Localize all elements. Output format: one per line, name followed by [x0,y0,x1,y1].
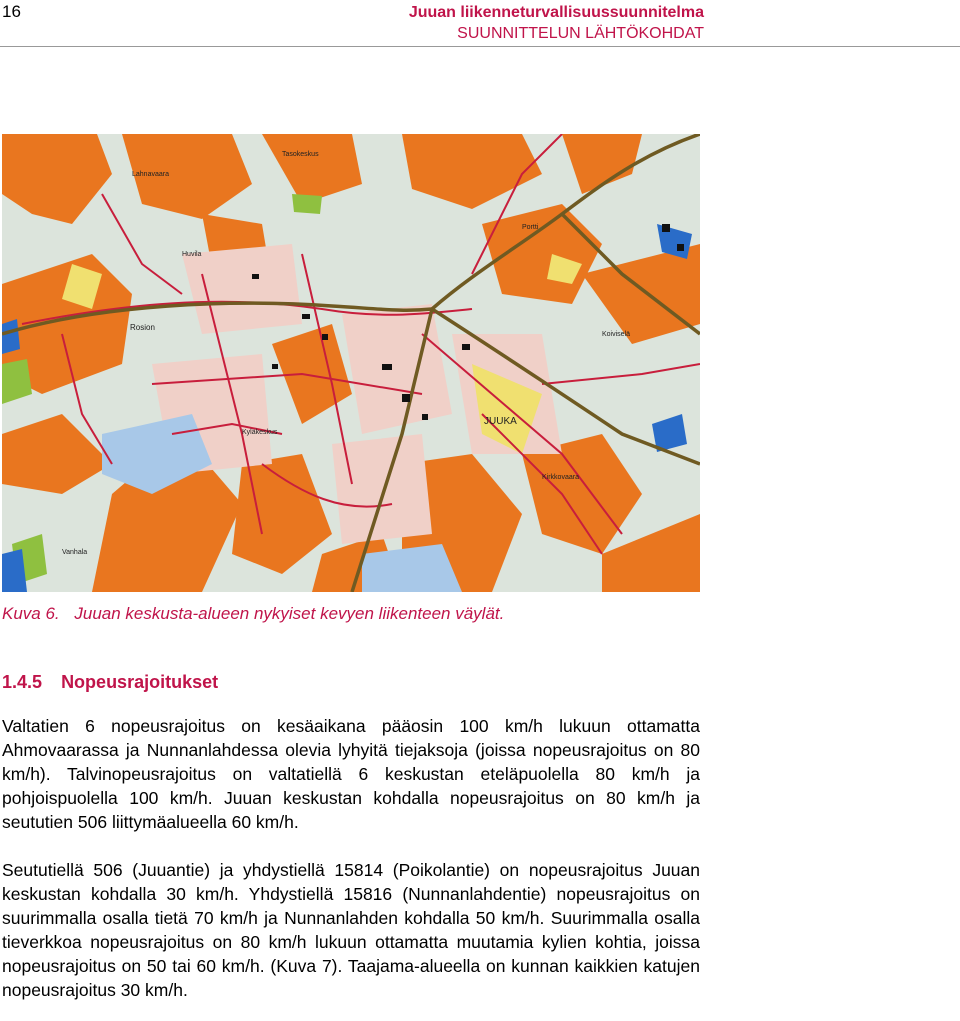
map-label: Portti [522,224,539,231]
map-label: Koiviselä [602,331,631,338]
caption-label: Kuva 6. [2,604,60,623]
caption-text: Juuan keskusta-alueen nykyiset kevyen liikenteen väylät. [74,604,505,623]
lake [2,319,20,354]
building [322,334,328,340]
map-label: Tasokeskus [282,151,319,158]
building [402,394,410,402]
document-title: Juuan liikenneturvallisuussuunnitelma [408,4,704,21]
section-heading [2,672,218,693]
section-title: Nopeusrajoitukset [61,672,219,692]
building [252,274,259,279]
forest-area [292,194,322,214]
map-label: JUUKA [484,416,517,427]
page-number: 16 [2,2,21,21]
chapter-title: SUUNNITTELUN LÄHTÖKOHDAT [457,25,704,42]
building [662,224,670,232]
map-label: Kirkkovaara [542,474,579,481]
paragraph: Seututiellä 506 (Juuantie) ja yhdystiellä 15814 (Poikolantie) on nopeusrajoitus Juuan keskustan kohdalla 30 km/h. Yhdystiellä 15816 (Nunnanlahdentie) nopeusrajoitus on suurimmalla osalla tietä 70 km/h ja Nunnanlahden kohdalla 50 km/h. Suurimmalla osalla tieverkkoa nopeusrajoitus on 80 km/h lukuun ottamatta muutamia kylien kohtia, joissa nopeusrajoitus on 50 tai 60 km/h. (Kuva 7). Taajama-alueella on kunnan kaikkien katujen nopeusrajoitus 30 km/h. [2,860,700,1000]
header-rule [0,46,960,47]
residential-area [332,434,432,544]
paragraph: Valtatien 6 nopeusrajoitus on kesäaikana pääosin 100 km/h lukuun ottamatta Ahmovaarassa ja Nunnanlahdessa olevia lyhyitä tiejaksoja (joissa nopeusrajoitus on 80 km/h). Talvinopeusrajoitus on valtatiellä 6 keskustan eteläpuolella 80 km/h ja pohjoispuolella 100 km/h. Juuan keskustan kohdalla nopeusrajoitus on 80 km/h ja seututien 506 liittymäalueella 60 km/h. [2,716,700,832]
map-label: Rosion [130,323,155,332]
building [302,314,310,319]
building [462,344,470,350]
town-map [2,134,700,592]
running-header [409,2,704,44]
building [272,364,278,369]
building [422,414,428,420]
map-label: Vanhala [62,549,88,556]
map-label: Lahnavaara [132,171,169,178]
section-number: 1.4.5 [2,672,43,692]
building [382,364,392,370]
map-label: Huvila [182,251,202,258]
building [677,244,684,251]
figure-caption [2,604,504,624]
map-label: Kyläkeskus [242,429,278,436]
